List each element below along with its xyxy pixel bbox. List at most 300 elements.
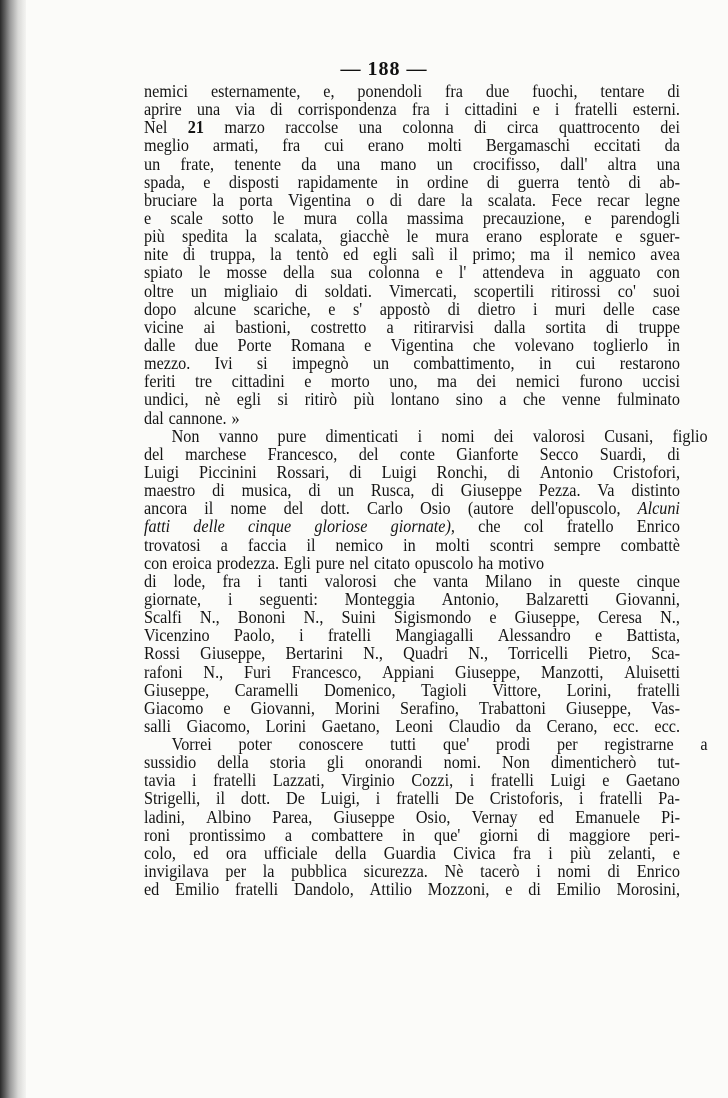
- text-line: [144, 427, 708, 445]
- word: sua: [330, 262, 353, 283]
- word: salì: [411, 244, 435, 265]
- word: Lazzati,: [272, 770, 325, 791]
- word: colonna: [402, 117, 454, 138]
- word: scariche,: [253, 298, 311, 319]
- word: dell'opuscolo,: [530, 498, 621, 519]
- word: raccolse: [285, 117, 339, 138]
- word: i: [548, 842, 553, 863]
- word: le: [272, 207, 285, 228]
- word: Appiani: [382, 661, 435, 682]
- word: Ceresa: [597, 607, 642, 628]
- word: di: [212, 480, 225, 501]
- word: Guardia: [383, 842, 436, 863]
- word: del: [283, 498, 304, 519]
- word: Quadri: [403, 643, 449, 664]
- word: nemici: [144, 81, 189, 101]
- text-line: [144, 245, 680, 263]
- text-line: [144, 136, 680, 154]
- word: citato: [373, 552, 410, 573]
- word: fra: [282, 135, 301, 156]
- word: giorni: [479, 824, 519, 845]
- word: disposti: [228, 171, 280, 192]
- word: i: [469, 770, 475, 791]
- word: per: [556, 734, 578, 755]
- word: Albino: [206, 806, 252, 827]
- word: dietro: [477, 298, 516, 319]
- word: Leoni: [395, 715, 434, 736]
- word: truppa,: [209, 244, 256, 265]
- text-line: [144, 644, 680, 662]
- word: di: [607, 861, 621, 882]
- word: mura: [435, 226, 469, 247]
- word: i: [554, 99, 560, 120]
- word: le: [198, 262, 211, 283]
- text-line: [144, 590, 680, 608]
- word: agguato: [589, 262, 641, 283]
- word: recar: [597, 189, 630, 210]
- word: scontri: [489, 534, 534, 555]
- word: dall': [560, 153, 588, 174]
- word: e: [364, 334, 372, 355]
- word: Giuseppe,: [514, 607, 580, 628]
- word: egli: [236, 389, 262, 410]
- word: Vas-: [651, 697, 680, 718]
- word: legne: [644, 189, 681, 210]
- word: tenente: [234, 153, 282, 174]
- word: Battista,: [626, 625, 681, 646]
- word: undici,: [144, 389, 189, 410]
- word: due: [485, 81, 510, 101]
- word: in: [560, 262, 574, 283]
- word: appostò: [379, 298, 431, 319]
- word: in: [402, 824, 415, 845]
- word: fatti: [144, 516, 171, 537]
- word: vanta: [433, 570, 469, 591]
- word: Vernay: [471, 806, 518, 827]
- word: avea: [650, 244, 680, 265]
- word: Parea,: [272, 806, 313, 827]
- word: Francesco,: [267, 443, 338, 464]
- word: N.,: [468, 643, 489, 664]
- word: scalata.: [487, 189, 536, 210]
- word: volevano: [514, 334, 574, 355]
- word: Sigismondo: [393, 607, 472, 628]
- word: di: [431, 480, 444, 501]
- word: salli: [144, 715, 171, 736]
- word: cui: [575, 353, 596, 374]
- word: Furi: [243, 661, 271, 682]
- word: da: [515, 715, 532, 736]
- word: fratelli: [574, 99, 618, 120]
- word: Luigi: [144, 461, 180, 482]
- word: di: [144, 570, 157, 591]
- word: trovatosi: [144, 534, 201, 555]
- word: ritirò: [304, 389, 338, 410]
- word: prontissimo: [189, 824, 266, 845]
- word: cittadini: [231, 371, 285, 392]
- word: Strigelli,: [144, 788, 201, 809]
- word: per: [225, 861, 247, 882]
- word: Mangiagalli: [395, 625, 474, 646]
- word: Attilio: [369, 879, 412, 900]
- word: che: [522, 389, 546, 410]
- text-line: [144, 499, 680, 517]
- word: dare: [417, 189, 446, 210]
- word: il: [448, 244, 458, 265]
- word: sino: [455, 389, 483, 410]
- word: De: [455, 788, 474, 809]
- word: storia: [269, 752, 306, 773]
- word: Fece: [551, 189, 582, 210]
- text-line: [144, 699, 680, 717]
- word: Serafino,: [400, 697, 459, 718]
- word: colonna: [368, 262, 420, 283]
- word: Domenico,: [324, 679, 396, 700]
- word: toglierlo: [593, 334, 649, 355]
- word: l': [458, 262, 467, 283]
- word: combattimento,: [413, 353, 515, 374]
- word: una: [656, 153, 681, 174]
- word: ladini,: [144, 806, 185, 827]
- word: pure: [277, 425, 307, 446]
- word: rafoni: [144, 661, 183, 682]
- word: Enrico: [636, 516, 680, 537]
- word: Lorini,: [566, 679, 612, 700]
- word: Virginio: [341, 770, 395, 791]
- word: Mozzoni,: [427, 879, 490, 900]
- word: Gaetano: [625, 770, 680, 791]
- word: marzo: [224, 117, 265, 138]
- word: un: [144, 153, 161, 174]
- word: ed: [144, 879, 160, 900]
- word: feriti: [144, 371, 176, 392]
- word: fuochi,: [532, 81, 578, 101]
- word: dal: [144, 407, 164, 428]
- word: di: [474, 117, 487, 138]
- word: i: [536, 861, 541, 882]
- word: pure: [315, 552, 345, 573]
- word: ma: [530, 244, 550, 265]
- word: Civica: [453, 842, 496, 863]
- word: un: [436, 153, 453, 174]
- word: la: [212, 189, 225, 210]
- word: gli: [326, 752, 344, 773]
- word: ab-: [659, 171, 680, 192]
- word: sguer-: [639, 226, 680, 247]
- word: che: [478, 516, 501, 537]
- text-line: [144, 572, 680, 590]
- word: con: [144, 552, 168, 573]
- word: dimenticati: [325, 425, 399, 446]
- word: N.,: [203, 661, 224, 682]
- word: Paolo,: [233, 625, 275, 646]
- word: Giovanni,: [615, 588, 680, 609]
- word: che: [472, 334, 496, 355]
- word: un: [372, 353, 390, 374]
- word: cui: [324, 135, 344, 156]
- word: queste: [578, 570, 620, 591]
- word: Cerano,: [546, 715, 598, 736]
- word: nemico: [335, 534, 384, 555]
- word: ancora: [144, 498, 188, 519]
- word: spada,: [144, 171, 185, 192]
- word: fratelli: [213, 770, 257, 791]
- word: e: [505, 879, 513, 900]
- page-binding-shadow: [0, 0, 26, 1098]
- word: meglio: [144, 135, 189, 156]
- word: musica,: [241, 480, 292, 501]
- text-line: [144, 173, 680, 191]
- word: Osio: [420, 498, 451, 519]
- word: Claudio: [448, 715, 501, 736]
- word: di: [667, 81, 680, 101]
- word: mano: [380, 153, 417, 174]
- word: mura: [303, 207, 337, 228]
- word: la: [245, 226, 257, 247]
- word: il: [204, 498, 214, 519]
- word: ora: [225, 842, 247, 863]
- word: ritirossi: [551, 280, 601, 301]
- word: Giuseppe,: [455, 661, 521, 682]
- word: que': [442, 734, 470, 755]
- text-line: [144, 300, 680, 318]
- word: fratelli: [327, 625, 372, 646]
- word: sortita: [545, 316, 586, 337]
- word: erano: [486, 226, 523, 247]
- word: delle: [603, 298, 635, 319]
- word: da: [301, 153, 317, 174]
- word: Luigi,: [320, 788, 360, 809]
- word: tentò: [577, 171, 610, 192]
- word: Cozzi,: [411, 770, 454, 791]
- word: del: [144, 443, 164, 464]
- word: i: [192, 770, 197, 791]
- word: quattrocento: [558, 117, 640, 138]
- word: a: [220, 534, 228, 555]
- word: Morini: [335, 697, 380, 718]
- word: furono: [579, 371, 623, 392]
- word: giornate),: [390, 516, 455, 537]
- word: fratelli: [235, 879, 279, 900]
- word: esternamente,: [210, 81, 301, 101]
- word: di: [507, 461, 521, 482]
- word: circa: [507, 117, 539, 138]
- word: eroica: [172, 552, 212, 573]
- word: dimenticherò: [550, 752, 637, 773]
- word: e: [602, 770, 610, 791]
- word: Emilio: [556, 879, 601, 900]
- word: giornate,: [144, 588, 202, 609]
- word: spedita: [182, 226, 228, 247]
- word: maestro: [144, 480, 196, 501]
- text-line: [144, 481, 680, 499]
- word: dalle: [144, 334, 176, 355]
- word: primo;: [472, 244, 516, 265]
- word: (autore: [467, 498, 514, 519]
- word: esplorate: [539, 226, 598, 247]
- word: fratello: [566, 516, 614, 537]
- word: seguenti:: [259, 588, 318, 609]
- word: peri-: [649, 824, 680, 845]
- word: soldati.: [324, 280, 372, 301]
- word: Rossari,: [276, 461, 330, 482]
- word: Lorini: [265, 715, 307, 736]
- word: Romana: [290, 334, 345, 355]
- text-line: [144, 463, 680, 481]
- word: dei: [476, 371, 497, 392]
- text-line: [144, 681, 680, 699]
- text-line: [144, 82, 680, 100]
- word: lode,: [173, 570, 206, 591]
- word: i: [417, 425, 423, 446]
- word: erano: [367, 135, 404, 156]
- text-line: [144, 862, 680, 880]
- word: Giacomo: [144, 697, 204, 718]
- word: il: [564, 244, 574, 265]
- word: Porte: [237, 334, 272, 355]
- word: Giuseppe,: [200, 643, 266, 664]
- word: ponendoli: [357, 81, 423, 101]
- word: Cristoforis,: [489, 788, 564, 809]
- word: il: [306, 534, 316, 555]
- word: combattè: [620, 534, 680, 555]
- word: i: [578, 788, 584, 809]
- text-line: [144, 517, 680, 535]
- word: della: [283, 262, 315, 283]
- word: egli: [372, 244, 398, 265]
- word: i: [533, 298, 538, 319]
- text-line: [144, 880, 680, 898]
- word: Vicenzino: [144, 625, 210, 646]
- word: delle: [193, 516, 225, 537]
- text-line: [144, 717, 680, 735]
- word: Morosini,: [616, 879, 681, 900]
- text-line: [144, 554, 680, 572]
- word: Emilio: [175, 879, 220, 900]
- word: mosse: [226, 262, 267, 283]
- word: da: [664, 135, 680, 156]
- word: dott.: [240, 788, 271, 809]
- word: nemico: [588, 244, 636, 265]
- word: venne: [561, 389, 601, 410]
- text-line: [144, 826, 680, 844]
- word: Pietro,: [588, 643, 632, 664]
- word: di: [182, 244, 196, 265]
- word: e: [328, 298, 336, 319]
- word: guerra: [517, 171, 560, 192]
- word: vicine: [144, 316, 184, 337]
- word: conte: [399, 443, 435, 464]
- text-line: [144, 753, 680, 771]
- word: sempre: [553, 534, 601, 555]
- word: i: [227, 588, 233, 609]
- word: Ronchi,: [436, 461, 488, 482]
- word: Egli: [283, 552, 311, 573]
- word: cinque: [636, 570, 680, 591]
- word: ufficiale: [263, 842, 318, 863]
- text-line: [144, 536, 680, 554]
- word: morto: [331, 371, 370, 392]
- word: e: [584, 207, 592, 228]
- word: in: [667, 334, 681, 355]
- word: i: [299, 625, 304, 646]
- word: fra: [512, 842, 531, 863]
- text-line: [144, 354, 680, 372]
- word: dalla: [493, 316, 526, 337]
- word: a: [284, 824, 293, 845]
- word: in: [396, 171, 409, 192]
- word: ordine: [427, 171, 469, 192]
- text-line: [144, 227, 680, 245]
- word: s': [352, 298, 363, 319]
- word: Non: [171, 425, 200, 446]
- text-line: [144, 844, 680, 862]
- word: fra: [222, 570, 241, 591]
- word: Caramelli: [234, 679, 299, 700]
- word: prodezza.: [216, 552, 280, 573]
- word: Tagioli: [421, 679, 467, 700]
- word: muri: [555, 298, 586, 319]
- word: uccisi: [642, 371, 680, 392]
- word: col: [523, 516, 544, 537]
- word: parendogli: [610, 207, 680, 228]
- word: esterni.: [632, 99, 680, 120]
- word: cannone.: [168, 407, 227, 428]
- word: distinto: [631, 480, 680, 501]
- word: ai: [203, 316, 216, 337]
- word: fratelli: [396, 788, 440, 809]
- word: Bononi: [237, 607, 286, 628]
- word: Bertarini: [285, 643, 344, 664]
- word: si: [256, 353, 268, 374]
- word: e: [615, 226, 623, 247]
- word: un: [337, 480, 354, 501]
- word: una: [336, 153, 361, 174]
- word: figlio: [672, 425, 708, 446]
- word: Rossi: [144, 643, 180, 664]
- word: Giuseppe,: [144, 679, 210, 700]
- word: Manzotti,: [540, 661, 604, 682]
- word: e: [304, 371, 312, 392]
- word: bruciare: [144, 189, 198, 210]
- word: Antonio,: [441, 588, 499, 609]
- word: di: [349, 461, 362, 482]
- word: due: [194, 334, 219, 355]
- word: Dandolo,: [294, 879, 354, 900]
- word: Piccinini: [199, 461, 257, 482]
- word: una: [358, 117, 383, 138]
- word: via: [235, 99, 256, 120]
- word: spiato: [144, 262, 183, 283]
- word: con: [656, 262, 680, 283]
- word: nomi: [441, 425, 475, 446]
- word: poter: [238, 734, 272, 755]
- word: ed: [193, 842, 209, 863]
- word: dopo: [144, 298, 177, 319]
- word: Enrico: [636, 861, 680, 882]
- word: onorandi: [365, 752, 423, 773]
- text-line: [144, 771, 680, 789]
- text-line: [144, 372, 680, 390]
- word: frate,: [180, 153, 215, 174]
- word: di: [295, 280, 308, 301]
- word: di: [447, 298, 461, 319]
- text-line: [144, 118, 680, 136]
- word: della: [334, 842, 367, 863]
- word: vanno: [218, 425, 259, 446]
- word: truppe: [638, 316, 680, 337]
- word: Monteggia: [344, 588, 415, 609]
